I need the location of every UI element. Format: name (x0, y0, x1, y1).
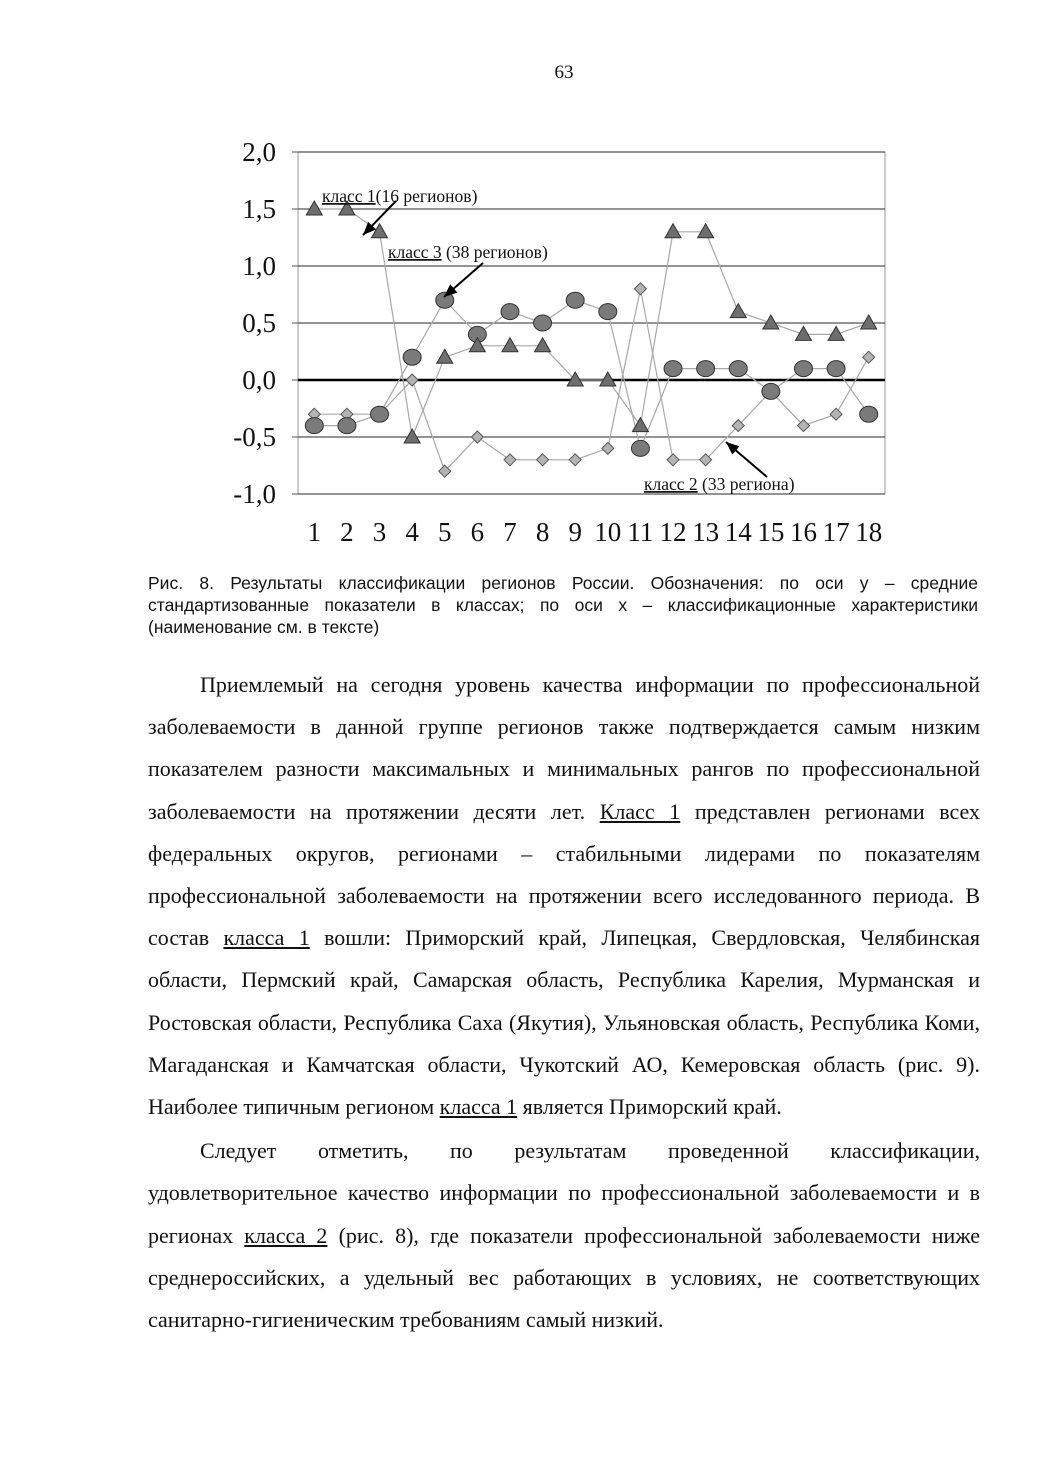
x-tick-label: 18 (855, 517, 883, 547)
triangle-point (763, 315, 779, 329)
class-1-reference: класса 1 (439, 1094, 518, 1120)
class-1-reference: класса 1 (223, 925, 310, 951)
x-tick-label: 7 (503, 517, 517, 547)
x-tick-label: 6 (470, 517, 485, 547)
circle-point (501, 304, 519, 320)
y-tick-label: 0,5 (242, 308, 276, 338)
y-tick-label: 1,5 (242, 194, 276, 224)
circle-point (599, 304, 617, 320)
annotation-label (644, 474, 795, 494)
triangle-point (861, 315, 877, 329)
paragraph-2: Следует отметить, по результатам проведенной классификации, удовлетворительное качество информации по профессиональной заболеваемости и в регионах класса 2 (рис. 8), где показатели профессиональной заболеваемости ниже среднероссийских, а удельный вес работающих в условиях, не соответствующих санитарно-гигиеническим требованиям самый низкий. (148, 1138, 980, 1333)
circle-point (794, 361, 812, 377)
x-tick-label: 15 (757, 517, 785, 547)
annotation-label (388, 242, 548, 262)
triangle-point (828, 326, 844, 340)
series-line (314, 300, 868, 448)
circle-point (371, 406, 389, 422)
y-tick-label: -1,0 (233, 479, 276, 509)
circle-point (403, 349, 421, 365)
page-number: 63 (554, 62, 574, 83)
circle-point (762, 383, 780, 399)
triangle-point (665, 224, 681, 238)
circle-point (566, 292, 584, 308)
triangle-point (535, 338, 551, 352)
x-tick-label: 11 (627, 517, 654, 547)
diamond-point (830, 408, 842, 420)
triangle-point (404, 429, 420, 443)
circle-point (534, 315, 552, 331)
triangle-point (437, 349, 453, 363)
annotation-label (322, 186, 478, 206)
y-tick-label: -0,5 (233, 422, 276, 452)
diamond-point (569, 454, 581, 466)
paragraph-1: Приемлемый на сегодня уровень качества информации по профессиональной заболеваемости в данной группе регионов также подтверждается самым низким показателем разности максимальных и минимальных рангов по профессиональной заболеваемости на протяжении десяти лет. Класс 1 представлен регионами всех федеральных округов, регионами – стабильными лидерами по показателям профессиональной заболеваемости на протяжении всего исследованного периода. В состав класса 1 вошли: Приморский край, Липецкая, Свердловская, Челябинская области, Пермский край, Самарская область, Республика Карелия, Мурманская и Ростовская области, Республика Саха (Якутия), Ульяновская область, Республика Коми, Магаданская и Камчатская области, Чукотский АО, Кемеровская область (рис. 9). Наиболее типичным регионом класса 1 является Приморский край. (148, 672, 981, 1120)
circle-point (860, 406, 878, 422)
x-tick-label: 4 (405, 517, 419, 547)
circle-point (729, 361, 747, 377)
x-tick-label: 17 (822, 517, 850, 547)
diamond-point (667, 454, 679, 466)
y-tick-label: 1,0 (242, 251, 276, 281)
triangle-point (502, 338, 518, 352)
annotation-count: (33 региона) (697, 474, 795, 494)
x-tick-label: 12 (659, 517, 687, 547)
circle-point (631, 440, 649, 456)
y-tick-label: 2,0 (242, 137, 276, 167)
triangle-point (795, 326, 811, 340)
triangle-point (372, 224, 388, 238)
x-tick-label: 1 (307, 517, 322, 547)
circle-point (664, 361, 682, 377)
x-tick-label: 10 (594, 517, 622, 547)
annotation-class-name: класс 1 (322, 186, 376, 206)
diamond-point (602, 442, 614, 454)
figure-caption: Рис. 8. Результаты классификации регионов России. Обозначения: по оси у – средние стандартизованные показатели в классах; по оси х – классификационные характеристики (наименование см. в тексте) (148, 573, 978, 637)
class-2-reference: класса 2 (244, 1222, 328, 1248)
x-tick-label: 3 (372, 517, 387, 547)
y-tick-label: 0,0 (242, 365, 276, 395)
x-tick-label: 13 (692, 517, 720, 547)
diamond-point (537, 454, 549, 466)
x-tick-label: 9 (568, 517, 582, 547)
diamond-point (863, 351, 875, 363)
triangle-point (306, 201, 322, 215)
class-1-reference: Класс 1 (599, 798, 681, 824)
x-tick-label: 8 (535, 517, 550, 547)
diamond-point (634, 283, 646, 295)
x-tick-label: 5 (438, 517, 452, 547)
annotation-class-name: класс 2 (644, 474, 698, 494)
annotation-count: (16 регионов) (375, 186, 478, 206)
diamond-point (504, 454, 516, 466)
x-tick-label: 14 (724, 517, 752, 547)
x-tick-label: 2 (340, 517, 354, 547)
classification-chart (200, 130, 920, 560)
circle-point (338, 418, 356, 434)
circle-point (827, 361, 845, 377)
circle-point (305, 418, 323, 434)
annotation-class-name: класс 3 (388, 242, 442, 262)
annotation-count: (38 регионов) (441, 242, 548, 262)
triangle-point (730, 304, 746, 318)
body-text (148, 664, 980, 1343)
circle-point (697, 361, 715, 377)
triangle-point (698, 224, 714, 238)
x-tick-label: 16 (789, 517, 817, 547)
